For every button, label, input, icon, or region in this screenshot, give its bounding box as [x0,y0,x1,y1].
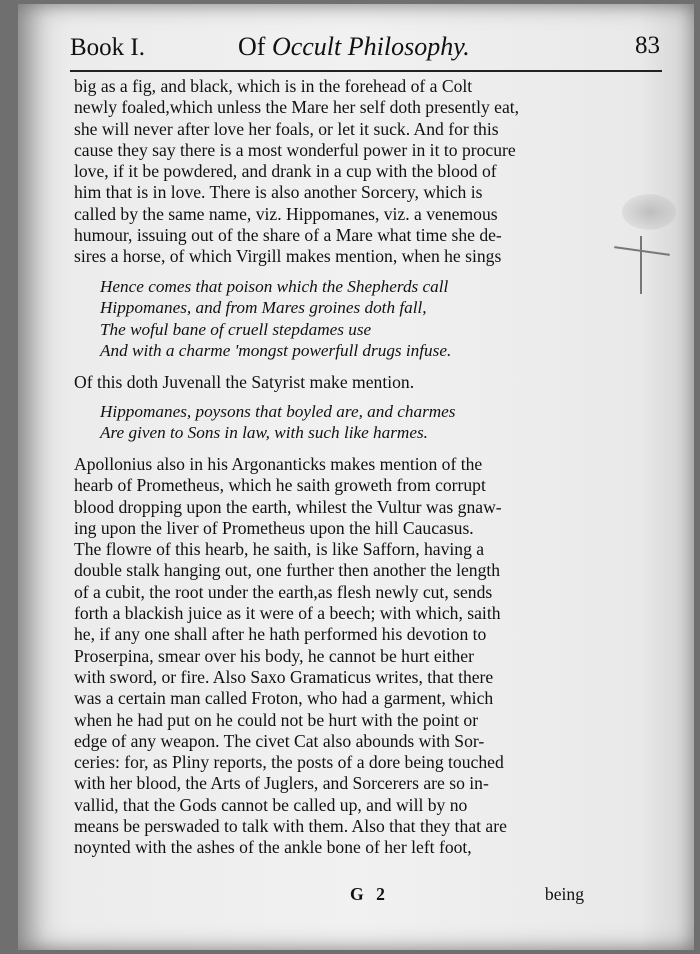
paragraph-1 [74,76,574,268]
verse-line: Hence comes that poison which the Shepherds call [100,276,449,296]
verse-line: The woful bane of cruell stepdames use [100,319,372,339]
paragraph-3 [74,454,574,859]
verse-line: Hippomanes, and from Mares groines doth fall, [100,298,427,318]
text-line: noynted with the ashes of the ankle bone of her left foot, [74,837,472,858]
verse-quotation-1 [100,276,574,362]
text-line: forth a blackish juice as it were of a beech; with which, saith [74,603,501,624]
page-footer [74,884,584,910]
text-line: The flowre of this hearb, he saith, is like Safforn, having a [74,539,485,560]
text-line: ing upon the liver of Prometheus upon the hill Caucasus. [74,517,474,538]
margin-cross-mark [614,246,670,256]
margin-smudge [622,194,676,230]
text-line: she will never after love her foals, or let it suck. And for this [74,118,499,139]
text-line: ceries: for, as Pliny reports, the posts of a dore being touched [74,752,504,773]
paragraph-2 [74,372,574,393]
text-line: love, if it be powdered, and drank in a cup with the blood of [74,161,497,182]
text-line: he, if any one shall after he hath performed his devotion to [74,624,487,645]
text-line: humour, issuing out of the share of a Mare what time she de- [74,225,502,246]
text-line: was a certain man called Froton, who had a garment, which [74,688,494,709]
catchword: being [544,884,584,904]
text-line: Proserpina, smear over his body, he cannot be hurt either [74,645,474,666]
running-header [70,30,660,70]
text-line: edge of any weapon. The civet Cat also abounds with Sor- [74,730,485,751]
margin-cross-mark [640,236,642,294]
text-line: Of this doth Juvenall the Satyrist make mention. [74,371,415,392]
text-line: called by the same name, viz. Hippomanes, viz. a venemous [74,203,498,224]
text-line: sires a horse, of which Virgill makes mention, when he sings [74,246,502,267]
text-line: big as a fig, and black, which is in the forehead of a Colt [74,76,473,96]
text-line: him that is in love. There is also another Sorcery, which is [74,182,483,203]
text-line: means be perswaded to talk with them. Also that they that are [74,816,507,837]
page-number: 83 [635,32,660,59]
text-line: Apollonius also in his Argonanticks makes mention of the [74,453,483,474]
verse-line: And with a charme 'mongst powerfull drugs infuse. [100,341,452,361]
header-rule [70,70,662,72]
text-line: newly foaled,which unless the Mare her self doth presently eat, [74,97,520,118]
text-line: double stalk hanging out, one further then another the length [74,560,501,581]
page-title: Of Occult Philosophy. [238,32,470,61]
page-text [74,76,574,859]
text-line: hearb of Prometheus, which he saith groweth from corrupt [74,475,486,496]
verse-line: Are given to Sons in law, with such like harmes. [100,423,428,443]
text-line: of a cubit, the root under the earth,as flesh newly cut, sends [74,581,493,602]
text-line: cause they say there is a most wonderful power in it to procure [74,139,516,160]
book-label: Book I. [70,34,145,61]
text-line: with sword, or fire. Also Saxo Gramaticus writes, that there [74,666,494,687]
verse-line: Hippomanes, poysons that boyled are, and charmes [100,401,456,421]
book-page [18,4,694,950]
text-line: when he had put on he could not be hurt with the point or [74,709,479,730]
text-line: blood dropping upon the earth, whilest the Vultur was gnaw- [74,496,502,517]
text-line: with her blood, the Arts of Juglers, and Sorcerers are so in- [74,773,489,794]
signature-mark: G 2 [350,884,389,904]
verse-quotation-2 [100,401,574,444]
text-line: vallid, that the Gods cannot be called up, and will by no [74,794,468,815]
